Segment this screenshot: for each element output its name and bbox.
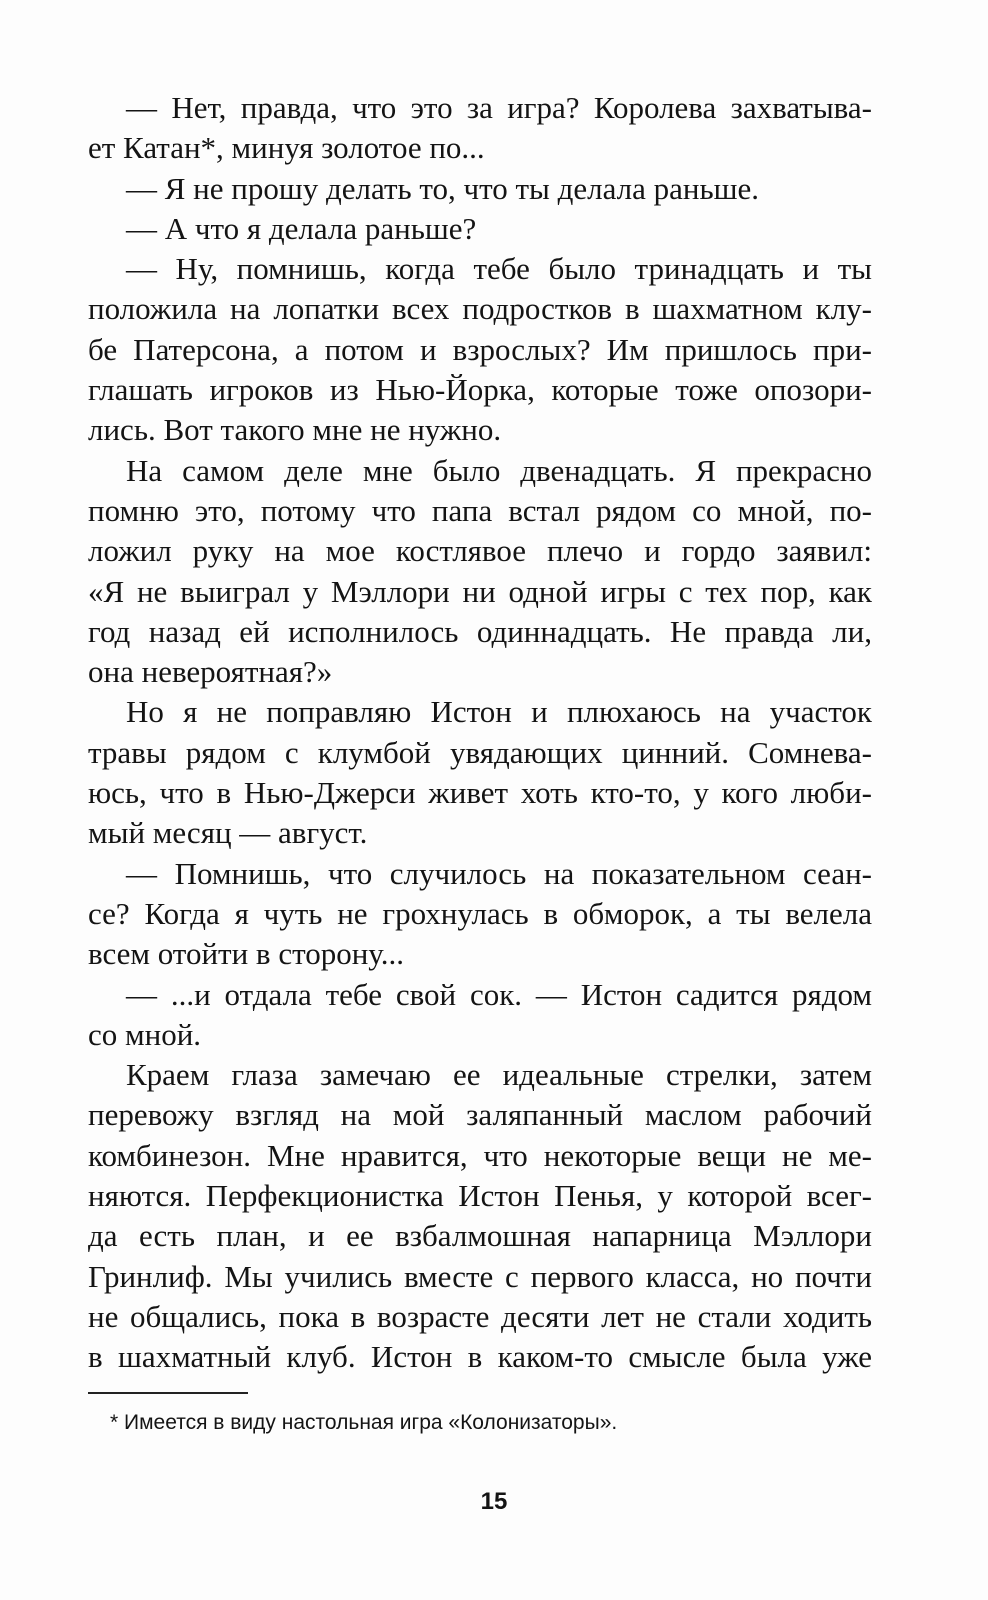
text-line: да есть план, и ее взбалмошная напарница Мэллори bbox=[88, 1218, 872, 1254]
text-line: помню это, потому что папа встал рядом со мной, по- bbox=[88, 492, 872, 528]
page-number: 15 bbox=[480, 1488, 508, 1515]
text-line: бе Патерсона, а потом и взрослых? Им пришлось при- bbox=[88, 331, 872, 367]
text-line: она невероятная?» bbox=[88, 654, 333, 690]
text-line: Краем глаза замечаю ее идеальные стрелки, затем bbox=[126, 1057, 872, 1093]
text-line: лись. Вот такого мне не нужно. bbox=[88, 412, 502, 448]
text-line: Гринлиф. Мы учились вместе с первого класса, но почти bbox=[88, 1258, 872, 1294]
text-line: всем отойти в сторону... bbox=[88, 936, 404, 972]
text-line: глашать игроков из Нью-Йорка, которые тоже опозори- bbox=[88, 372, 872, 408]
footnote-divider bbox=[88, 1392, 248, 1394]
text-line: комбинезон. Мне нравится, что некоторые вещи не ме- bbox=[88, 1137, 872, 1173]
text-line: — Помнишь, что случилось на показательном сеан- bbox=[126, 855, 872, 891]
text-line: — ...и отдала тебе свой сок. — Истон садится рядом bbox=[126, 976, 872, 1012]
text-line: травы рядом с клумбой увядающих цинний. Сомнева- bbox=[88, 734, 872, 770]
text-line: Но я не поправляю Истон и плюхаюсь на участок bbox=[126, 694, 872, 730]
text-line: со мной. bbox=[88, 1016, 202, 1052]
text-line: няются. Перфекционистка Истон Пенья, у которой всег- bbox=[88, 1178, 872, 1214]
text-line: положила на лопатки всех подростков в шахматном клу- bbox=[88, 291, 872, 327]
text-line: в шахматный клуб. Истон в каком-то смысле была уже bbox=[88, 1339, 872, 1375]
text-line: юсь, что в Нью-Джерси живет хоть кто-то, у кого люби- bbox=[88, 775, 872, 811]
text-line: се? Когда я чуть не грохнулась в обморок, а ты велела bbox=[88, 895, 872, 931]
text-line: мый месяц — август. bbox=[88, 815, 368, 851]
text-line: — Я не прошу делать то, что ты делала раньше. bbox=[126, 170, 760, 206]
text-line: год назад ей исполнилось одиннадцать. Не правда ли, bbox=[88, 613, 872, 649]
text-line: — Нет, правда, что это за игра? Королева захватыва- bbox=[126, 90, 872, 125]
text-line: не общались, пока в возрасте десяти лет не стали ходить bbox=[88, 1298, 872, 1334]
text-line: ложил руку на мое костлявое плечо и гордо заявил: bbox=[88, 533, 872, 569]
text-line: «Я не выиграл у Мэллори ни одной игры с тех пор, как bbox=[88, 573, 872, 609]
footnote: * Имеется в виду настольная игра «Колонизаторы». bbox=[110, 1411, 618, 1434]
text-line: перевожу взгляд на мой заляпанный маслом рабочий bbox=[88, 1097, 872, 1133]
text-line: ет Катан*, минуя золотое по... bbox=[88, 130, 485, 166]
body-text bbox=[88, 88, 872, 1378]
text-line: — Ну, помнишь, когда тебе было тринадцать и ты bbox=[126, 251, 872, 287]
text-line: На самом деле мне было двенадцать. Я прекрасно bbox=[126, 452, 872, 488]
text-line: — А что я делала раньше? bbox=[126, 210, 477, 246]
